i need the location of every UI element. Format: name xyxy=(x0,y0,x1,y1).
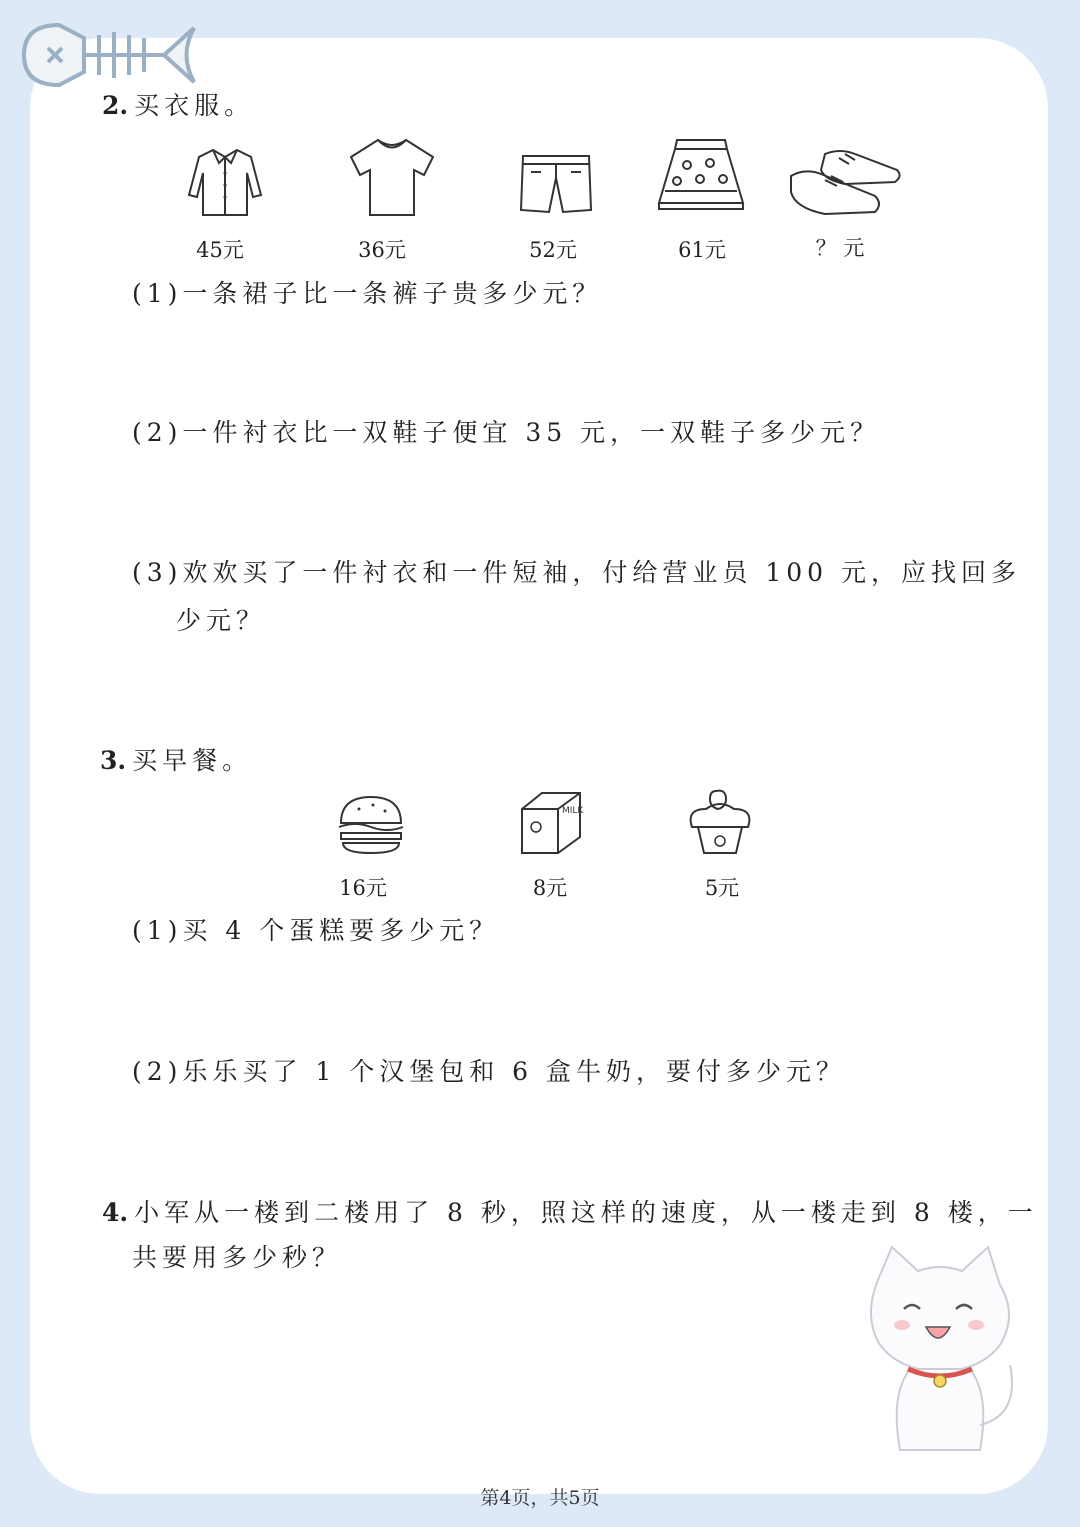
price-shorts: 52元 xyxy=(529,238,577,262)
price-milk: 8元 xyxy=(532,876,568,900)
question-3-title xyxy=(100,741,252,777)
shoes-icon xyxy=(785,140,905,220)
question-title: 买早餐。 xyxy=(132,746,253,775)
burger-icon xyxy=(335,795,407,855)
milk-carton-icon xyxy=(518,787,584,857)
question-number: 4. xyxy=(102,1198,129,1227)
cupcake-icon xyxy=(686,787,754,857)
question-3-part-2: (2)乐乐买了 1 个汉堡包和 6 盒牛奶，要付多少元？ xyxy=(132,1057,847,1086)
question-number: 2. xyxy=(102,91,129,120)
question-2-part-3: (3)欢欢买了一件衬衣和一件短袖，付给营业员 100 元，应找回多 xyxy=(132,558,1022,587)
question-2-part-1: (1)一条裙子比一条裤子贵多少元？ xyxy=(132,279,603,308)
price-burger: 16元 xyxy=(339,876,387,900)
cat-illustration-icon xyxy=(850,1245,1030,1455)
tshirt-icon xyxy=(348,135,436,220)
page-footer: 第4页，共5页 xyxy=(480,1487,600,1509)
question-4-line-1 xyxy=(102,1193,1038,1229)
question-title: 买衣服。 xyxy=(134,91,255,120)
price-skirt: 61元 xyxy=(678,238,726,262)
question-3-part-1: (1)买 4 个蛋糕要多少元？ xyxy=(132,916,500,945)
shirt-icon xyxy=(185,145,265,220)
price-cupcake: 5元 xyxy=(704,876,740,900)
price-shirt: 45元 xyxy=(196,238,244,262)
question-2-part-3-continued: 少元？ xyxy=(176,606,267,635)
question-number: 3. xyxy=(100,746,127,775)
shorts-icon xyxy=(517,150,595,218)
question-4-line-2: 共要用多少秒？ xyxy=(132,1243,343,1272)
question-2-part-2: (2)一件衬衣比一双鞋子便宜 35 元，一双鞋子多少元？ xyxy=(132,418,881,447)
question-2-title xyxy=(102,86,254,122)
price-tshirt: 36元 xyxy=(358,238,406,262)
price-shoes: ？ 元 xyxy=(815,236,865,260)
svg-text:MILK: MILK xyxy=(562,806,584,816)
question-text: 小军从一楼到二楼用了 8 秒，照这样的速度，从一楼走到 8 楼，一 xyxy=(134,1198,1038,1227)
skirt-icon xyxy=(655,135,747,215)
